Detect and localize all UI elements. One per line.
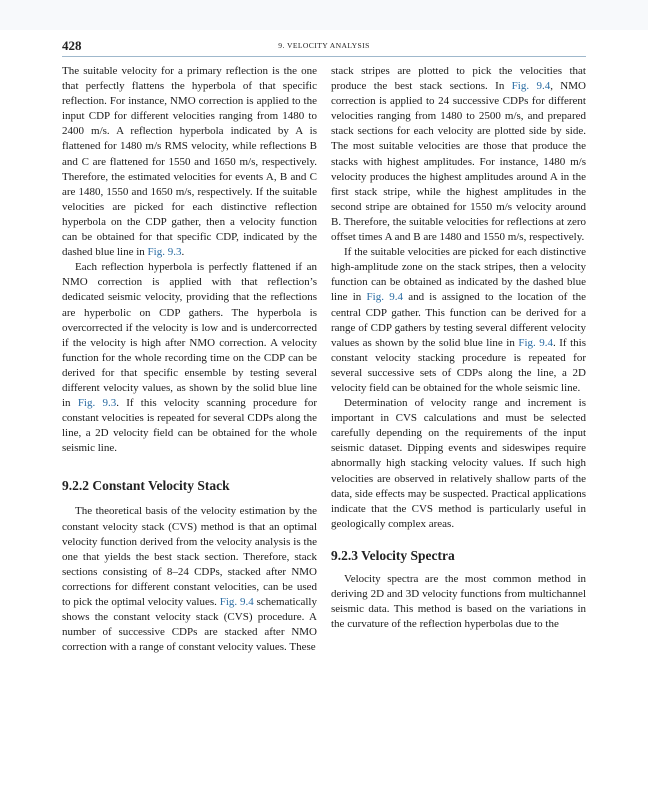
figure-link[interactable]: Fig. 9.4 <box>518 336 554 349</box>
figure-link[interactable]: Fig. 9.3 <box>147 246 182 259</box>
figure-link[interactable]: Fig. 9.3 <box>77 397 117 410</box>
page-number: 428 <box>62 38 82 53</box>
paragraph: If the suitable velocities are picked for each distinctive high-amplitude zone on the stack stripes, then a velocity function can be obtained as indicated by the dashed blue line in Fig. 9.4 and is assigned to the location of the central CDP gather. This function can be derived for a range of CDP gathers by testing several different velocity values as shown by the solid blue line in Fig. 9.4. If this constant velocity stacking procedure is repeated for several successive sets of CDPs along the line, a 2D velocity field can be obtained for the whole seismic line. <box>331 246 586 394</box>
paragraph: Determination of velocity range and increment is important in CVS calculations and must be selected carefully depending on the requirements of the input seismic dataset. Dipping events and sideswipes require abnormally high stacking velocity values. If such high velocities are observed in relatively shallow parts of the data, side effects may be suspected. Practical applications indicate that the CVS method is particularly useful in geologically complex areas. <box>331 397 586 530</box>
right-column <box>331 64 586 632</box>
running-title: 9. VELOCITY ANALYSIS <box>278 41 370 50</box>
figure-link[interactable]: Fig. 9.4 <box>511 80 551 93</box>
paragraph: Velocity spectra are the most common method in deriving 2D and 3D velocity functions from multichannel seismic data. This method is based on the variations in the curvature of the reflection hyperbolas due to the <box>331 572 586 631</box>
top-band <box>0 0 648 30</box>
header-rule <box>62 56 586 57</box>
paragraph: Each reflection hyperbola is perfectly flattened if an NMO correction is applied with that reflection’s dedicated seismic velocity, providing that the reflections are hyperbolic on CDP gathers. The hyperbola is overcorrected if the velocity is low and is undercorrected if the velocity is high after NMO correction. A velocity function for the whole recording time on the CDP can be derived for that specific ensemble by testing several different velocity values, as shown by the solid blue line in Fig. 9.3. If this velocity scanning procedure for constant velocities is repeated for several CDPs along the line, a 2D velocity field can be obtained for the whole seismic line. <box>62 261 317 455</box>
paragraph: The theoretical basis of the velocity estimation by the constant velocity stack (CVS) method is that an optimal velocity function derived from the velocity analysis is the one that yields the best stack section. Therefore, stack sections consisting of 8–24 CDPs, stacked after NMO corrections for different constant velocities, can be used to pick the optimal velocity values. Fig. 9.4 schematically shows the constant velocity stack (CVS) procedure. A number of successive CDPs are stacked after NMO correction with a range of constant velocity values. These <box>62 505 317 654</box>
left-column <box>62 64 317 655</box>
page-header <box>62 38 586 54</box>
figure-link[interactable]: Fig. 9.4 <box>366 291 403 304</box>
paragraph: stack stripes are plotted to pick the velocities that produce the best stack sections. In Fig. 9.4, NMO correction is applied to 24 successive CDPs for different velocities ranging from 1480 to 2500 m/s, and prepared stack sections for each velocity are plotted side by side. The most suitable velocities are those that produce the stacks with highest amplitudes. For instance, 1480 m/s velocity produces the highest amplitudes around A in the first stack stripe, while the highest amplitudes in the second stripe are obtained for 1550 m/s velocity around B. Therefore, the suitable velocities for reflections at zero offset times A and B are 1480 and 1550 m/s, respectively. <box>331 65 586 244</box>
figure-link[interactable]: Fig. 9.4 <box>219 596 254 608</box>
section-heading: 9.2.2 Constant Velocity Stack <box>62 478 230 494</box>
section-heading: 9.2.3 Velocity Spectra <box>331 547 455 563</box>
paragraph: The suitable velocity for a primary reflection is the one that perfectly flattens the hyperbola of that specific reflection. For instance, NMO correction is applied to the input CDP for different velocities ranging from 1480 to 2400 m/s. A reflection hyperbola indicated by A is flattened for 1480 m/s RMS velocity, while reflections B and C are flattened for 1550 and 1650 m/s, respectively. Therefore, the estimated velocities for events A, B and C are 1480, 1550 and 1650 m/s, respectively. If the suitable velocities are picked for each distinctive reflection hyperbola on the CDP gather, then a velocity function can be obtained for that specific CDP, indicated by the dashed blue line in Fig. 9.3. <box>62 65 317 259</box>
